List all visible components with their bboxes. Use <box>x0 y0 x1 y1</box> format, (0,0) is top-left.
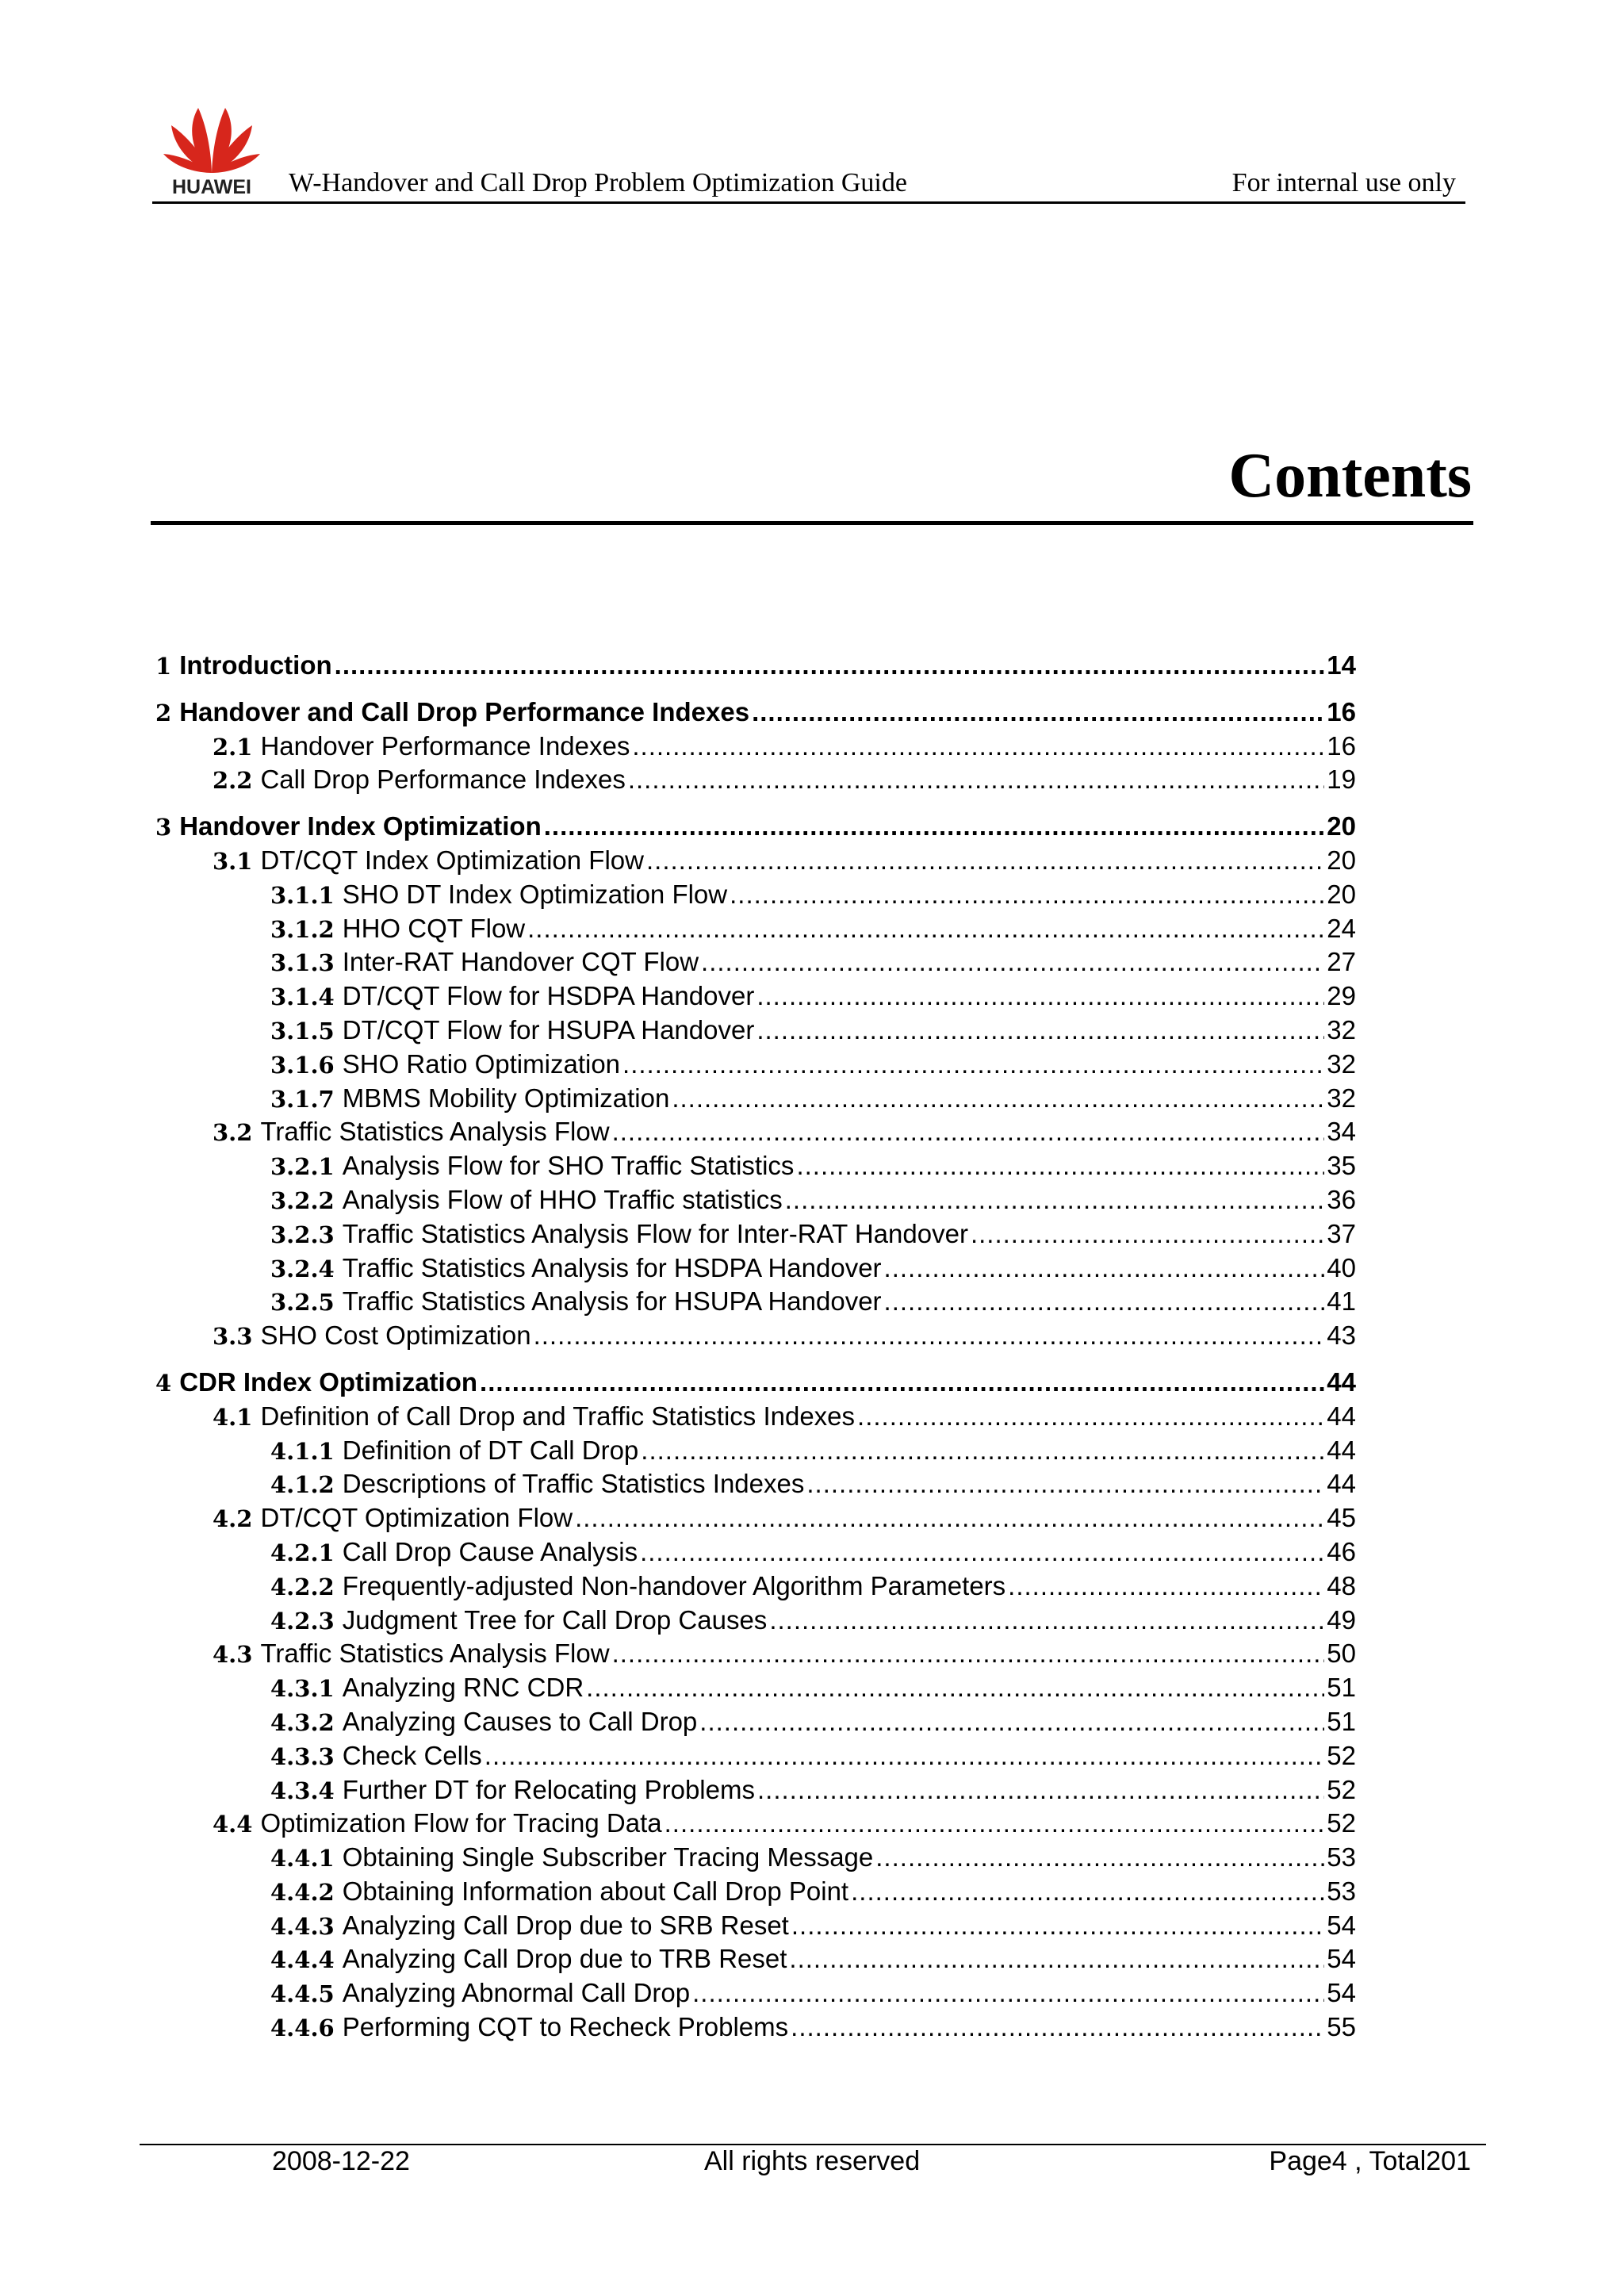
toc-dot-leader <box>641 1434 1324 1468</box>
toc-entry-page: 54 <box>1327 1944 1356 1974</box>
toc-entry[interactable] <box>155 810 1356 844</box>
toc-entry-title: Obtaining Information about Call Drop Point <box>342 1876 849 1906</box>
toc-entry-number: 3.1.6 <box>270 1051 335 1079</box>
toc-entry[interactable] <box>155 1637 1356 1671</box>
toc-entry[interactable] <box>155 1319 1356 1353</box>
toc-dot-leader <box>884 1285 1325 1319</box>
toc-dot-leader <box>485 1739 1324 1773</box>
toc-entry-title: Check Cells <box>342 1740 482 1770</box>
huawei-logo <box>159 94 265 197</box>
toc-entry-title: Introduction <box>179 650 332 680</box>
toc-entry-title: SHO Cost Optimization <box>260 1320 531 1351</box>
toc-entry[interactable] <box>155 1535 1356 1570</box>
toc-entry[interactable] <box>155 1183 1356 1217</box>
toc-entry-title: Call Drop Performance Indexes <box>260 765 626 795</box>
toc-entry-title: Further DT for Relocating Problems <box>342 1774 755 1804</box>
toc-entry-page: 54 <box>1327 1910 1356 1940</box>
toc-entry-title: Inter-RAT Handover CQT Flow <box>342 947 699 977</box>
footer-divider <box>140 2144 1486 2145</box>
toc-entry-page: 53 <box>1327 1876 1356 1906</box>
toc-entry[interactable] <box>155 844 1356 878</box>
toc-entry-title: HHO CQT Flow <box>342 913 526 943</box>
toc-entry-page: 35 <box>1327 1151 1356 1181</box>
toc-entry[interactable] <box>155 878 1356 912</box>
toc-entry[interactable] <box>155 1285 1356 1319</box>
toc-entry-title: Analysis Flow for SHO Traffic Statistics <box>342 1151 795 1181</box>
toc-entry-number: 2.2 <box>213 767 253 795</box>
toc-entry-page: 46 <box>1327 1536 1356 1566</box>
table-of-contents <box>155 649 1356 2045</box>
toc-dot-leader <box>544 810 1325 844</box>
toc-entry-title: SHO Ratio Optimization <box>342 1048 621 1079</box>
toc-entry[interactable] <box>155 1467 1356 1501</box>
toc-entry[interactable] <box>155 912 1356 946</box>
toc-entry-number: 4.2.1 <box>270 1539 335 1566</box>
toc-entry-number: 4.3.4 <box>270 1777 335 1804</box>
toc-entry-number: 3.1.4 <box>270 983 335 1011</box>
toc-entry-number: 4.4.5 <box>270 1980 335 2008</box>
toc-dot-leader <box>757 1773 1324 1807</box>
toc-entry-number: 3.1.1 <box>270 881 335 909</box>
toc-entry-title: Traffic Statistics Analysis for HSUPA Handover <box>342 1286 882 1317</box>
toc-dot-leader <box>971 1217 1324 1251</box>
toc-entry-number: 2.1 <box>213 733 253 761</box>
toc-entry[interactable] <box>155 1875 1356 1909</box>
toc-dot-leader <box>730 878 1324 912</box>
toc-entry-number: 1 <box>155 653 172 680</box>
toc-entry-page: 16 <box>1327 696 1356 726</box>
toc-entry-page: 36 <box>1327 1184 1356 1214</box>
toc-entry-number: 4.1.1 <box>270 1437 335 1465</box>
toc-entry-page: 41 <box>1327 1286 1356 1317</box>
toc-entry-page: 29 <box>1327 981 1356 1011</box>
toc-entry-number: 4.2.2 <box>270 1573 335 1600</box>
toc-dot-leader <box>646 844 1324 878</box>
toc-entry-page: 52 <box>1327 1774 1356 1804</box>
toc-dot-leader <box>791 2010 1324 2045</box>
toc-entry[interactable] <box>155 1841 1356 1875</box>
toc-entry-page: 50 <box>1327 1639 1356 1669</box>
toc-entry[interactable] <box>155 1400 1356 1434</box>
toc-entry[interactable] <box>155 1976 1356 2010</box>
toc-entry-number: 3.2.4 <box>270 1255 335 1282</box>
toc-dot-leader <box>640 1535 1324 1570</box>
toc-entry-page: 52 <box>1327 1740 1356 1770</box>
toc-entry-page: 32 <box>1327 1014 1356 1045</box>
toc-entry-page: 16 <box>1327 730 1356 761</box>
toc-entry-title: Handover Index Optimization <box>179 811 542 841</box>
toc-entry-page: 40 <box>1327 1252 1356 1282</box>
toc-entry[interactable] <box>155 2010 1356 2045</box>
toc-dot-leader <box>612 1637 1325 1671</box>
toc-entry-title: Traffic Statistics Analysis Flow <box>260 1639 610 1669</box>
toc-entry-title: Handover Performance Indexes <box>260 730 630 761</box>
toc-entry-number: 4.4.4 <box>270 1946 335 1974</box>
toc-entry-page: 51 <box>1327 1706 1356 1736</box>
toc-dot-leader <box>692 1976 1324 2010</box>
toc-entry-title: MBMS Mobility Optimization <box>342 1083 670 1113</box>
toc-entry[interactable] <box>155 1705 1356 1739</box>
toc-entry[interactable] <box>155 1149 1356 1183</box>
footer-rights: All rights reserved <box>704 2146 921 2176</box>
toc-entry-title: Call Drop Cause Analysis <box>342 1536 638 1566</box>
toc-entry-number: 3.2.3 <box>270 1221 335 1248</box>
toc-entry-page: 37 <box>1327 1218 1356 1248</box>
toc-entry-title: DT/CQT Flow for HSUPA Handover <box>342 1014 755 1045</box>
toc-dot-leader <box>756 1014 1324 1048</box>
toc-entry-page: 27 <box>1327 947 1356 977</box>
toc-dot-leader <box>699 1705 1324 1739</box>
toc-entry-page: 32 <box>1327 1083 1356 1113</box>
toc-entry-page: 52 <box>1327 1808 1356 1838</box>
toc-entry[interactable] <box>155 763 1356 797</box>
toc-entry-number: 3.1 <box>213 847 253 875</box>
page-title: Contents <box>1228 441 1472 511</box>
toc-entry-title: Analyzing Causes to Call Drop <box>342 1706 698 1736</box>
toc-entry-title: SHO DT Index Optimization Flow <box>342 879 728 909</box>
toc-entry[interactable] <box>155 1773 1356 1807</box>
toc-entry-title: Analyzing Call Drop due to SRB Reset <box>342 1910 789 1940</box>
toc-dot-leader <box>789 1942 1324 1976</box>
toc-entry-title: Definition of DT Call Drop <box>342 1435 639 1465</box>
toc-entry[interactable] <box>155 696 1356 730</box>
toc-entry-title: Descriptions of Traffic Statistics Indexes <box>342 1469 805 1499</box>
logo-wordmark: HUAWEI <box>172 176 251 198</box>
toc-entry-number: 4.4.1 <box>270 1845 335 1872</box>
toc-entry[interactable] <box>155 945 1356 979</box>
toc-dot-leader <box>752 696 1324 730</box>
toc-entry-title: Traffic Statistics Analysis Flow <box>260 1117 610 1147</box>
toc-entry-title: Analyzing Call Drop due to TRB Reset <box>342 1944 787 1974</box>
toc-entry-page: 20 <box>1327 811 1356 841</box>
toc-entry-page: 19 <box>1327 765 1356 795</box>
toc-entry-page: 44 <box>1327 1435 1356 1465</box>
toc-entry-page: 53 <box>1327 1842 1356 1872</box>
toc-entry-title: Frequently-adjusted Non-handover Algorithm Parameters <box>342 1570 1006 1600</box>
toc-dot-leader <box>622 1048 1324 1082</box>
toc-entry-title: Definition of Call Drop and Traffic Statistics Indexes <box>260 1401 856 1431</box>
toc-entry-number: 3.3 <box>213 1323 253 1351</box>
toc-entry-page: 48 <box>1327 1570 1356 1600</box>
toc-entry-page: 44 <box>1327 1401 1356 1431</box>
toc-dot-leader <box>335 649 1325 683</box>
toc-entry-number: 3 <box>155 814 172 841</box>
toc-dot-leader <box>1008 1570 1324 1604</box>
document-title: W-Handover and Call Drop Problem Optimization Guide <box>289 168 907 197</box>
toc-entry-number: 3.2.5 <box>270 1289 335 1317</box>
toc-entry-page: 14 <box>1327 650 1356 680</box>
toc-entry-title: Judgment Tree for Call Drop Causes <box>342 1604 768 1635</box>
toc-entry-page: 44 <box>1327 1366 1356 1397</box>
toc-entry-title: Handover and Call Drop Performance Indexes <box>179 696 750 726</box>
toc-entry-number: 3.1.5 <box>270 1017 335 1045</box>
toc-entry[interactable] <box>155 1048 1356 1082</box>
toc-entry-number: 4.2 <box>213 1505 253 1533</box>
toc-entry-page: 24 <box>1327 913 1356 943</box>
toc-entry-number: 4.3.1 <box>270 1675 335 1703</box>
toc-entry-number: 3.2.1 <box>270 1153 335 1181</box>
toc-entry-title: DT/CQT Index Optimization Flow <box>260 845 644 875</box>
toc-entry-title: DT/CQT Flow for HSDPA Handover <box>342 981 755 1011</box>
toc-entry[interactable] <box>155 649 1356 683</box>
toc-entry-number: 4.1 <box>213 1403 253 1431</box>
toc-entry[interactable] <box>155 1942 1356 1976</box>
toc-entry-page: 51 <box>1327 1673 1356 1703</box>
toc-dot-leader <box>612 1115 1325 1149</box>
toc-dot-leader <box>857 1400 1324 1434</box>
toc-entry-page: 34 <box>1327 1117 1356 1147</box>
toc-entry-number: 2 <box>155 699 172 726</box>
toc-dot-leader <box>672 1082 1324 1116</box>
toc-entry-title: Analysis Flow of HHO Traffic statistics <box>342 1184 783 1214</box>
toc-entry-title: Traffic Statistics Analysis Flow for Inter-RAT Handover <box>342 1218 968 1248</box>
toc-entry-page: 54 <box>1327 1978 1356 2008</box>
toc-entry[interactable] <box>155 1739 1356 1773</box>
toc-entry-number: 4.3.3 <box>270 1742 335 1770</box>
toc-dot-leader <box>632 730 1324 764</box>
toc-entry-title: Traffic Statistics Analysis for HSDPA Handover <box>342 1252 882 1282</box>
toc-entry[interactable] <box>155 1217 1356 1251</box>
toc-entry-number: 4.4 <box>213 1811 253 1838</box>
toc-entry-number: 4.4.6 <box>270 2014 335 2042</box>
toc-entry-title: Obtaining Single Subscriber Tracing Message <box>342 1842 874 1872</box>
toc-entry[interactable] <box>155 1570 1356 1604</box>
toc-dot-leader <box>575 1501 1324 1535</box>
toc-entry[interactable] <box>155 1115 1356 1149</box>
toc-entry-page: 43 <box>1327 1320 1356 1351</box>
toc-entry-page: 20 <box>1327 845 1356 875</box>
title-divider <box>151 521 1473 525</box>
toc-entry-number: 4.3.2 <box>270 1708 335 1736</box>
toc-entry[interactable] <box>155 1082 1356 1116</box>
toc-entry-title: CDR Index Optimization <box>179 1366 478 1397</box>
toc-entry[interactable] <box>155 1807 1356 1841</box>
toc-dot-leader <box>796 1149 1324 1183</box>
toc-entry-page: 44 <box>1327 1469 1356 1499</box>
toc-entry-page: 45 <box>1327 1503 1356 1533</box>
toc-dot-leader <box>769 1604 1324 1638</box>
toc-entry[interactable] <box>155 1671 1356 1705</box>
toc-entry[interactable] <box>155 1251 1356 1286</box>
footer-date: 2008-12-22 <box>272 2146 410 2176</box>
toc-dot-leader <box>756 979 1324 1014</box>
classification-note: For internal use only <box>1231 168 1456 197</box>
footer-page-number: Page4 , Total201 <box>1269 2146 1471 2176</box>
toc-entry-number: 4.2.3 <box>270 1607 335 1635</box>
toc-entry-page: 32 <box>1327 1048 1356 1079</box>
toc-entry-number: 3.2.2 <box>270 1186 335 1214</box>
toc-entry-number: 3.2 <box>213 1119 253 1147</box>
toc-entry[interactable] <box>155 1434 1356 1468</box>
toc-entry-title: Analyzing RNC CDR <box>342 1673 584 1703</box>
toc-entry-page: 55 <box>1327 2012 1356 2042</box>
huawei-petal-icon <box>162 94 262 176</box>
toc-dot-leader <box>534 1319 1325 1353</box>
toc-dot-leader <box>785 1183 1325 1217</box>
toc-entry-title: Performing CQT to Recheck Problems <box>342 2012 789 2042</box>
toc-entry[interactable] <box>155 1366 1356 1400</box>
toc-dot-leader <box>628 763 1324 797</box>
toc-entry-title: Optimization Flow for Tracing Data <box>260 1808 662 1838</box>
toc-entry-title: Analyzing Abnormal Call Drop <box>342 1978 691 2008</box>
toc-entry[interactable] <box>155 1604 1356 1638</box>
toc-dot-leader <box>665 1807 1325 1841</box>
toc-dot-leader <box>527 912 1324 946</box>
toc-entry-title: DT/CQT Optimization Flow <box>260 1503 573 1533</box>
toc-entry[interactable] <box>155 1909 1356 1943</box>
toc-dot-leader <box>806 1467 1324 1501</box>
toc-entry-number: 4.1.2 <box>270 1471 335 1499</box>
toc-dot-leader <box>586 1671 1324 1705</box>
toc-entry-number: 4.4.3 <box>270 1912 335 1940</box>
toc-entry-number: 3.1.3 <box>270 949 335 977</box>
toc-entry-number: 4.3 <box>213 1641 253 1669</box>
toc-entry-number: 3.1.2 <box>270 915 335 943</box>
toc-entry-page: 20 <box>1327 879 1356 909</box>
page-header <box>152 89 1465 204</box>
toc-dot-leader <box>701 945 1324 979</box>
toc-dot-leader <box>875 1841 1324 1875</box>
toc-entry[interactable] <box>155 730 1356 764</box>
toc-dot-leader <box>851 1875 1324 1909</box>
toc-entry[interactable] <box>155 979 1356 1014</box>
toc-dot-leader <box>791 1909 1324 1943</box>
toc-entry[interactable] <box>155 1501 1356 1535</box>
toc-dot-leader <box>884 1251 1325 1286</box>
toc-entry-page: 49 <box>1327 1604 1356 1635</box>
toc-dot-leader <box>480 1366 1324 1400</box>
toc-entry-number: 4 <box>155 1369 172 1397</box>
toc-entry[interactable] <box>155 1014 1356 1048</box>
toc-entry-number: 4.4.2 <box>270 1878 335 1906</box>
toc-entry-number: 3.1.7 <box>270 1085 335 1113</box>
